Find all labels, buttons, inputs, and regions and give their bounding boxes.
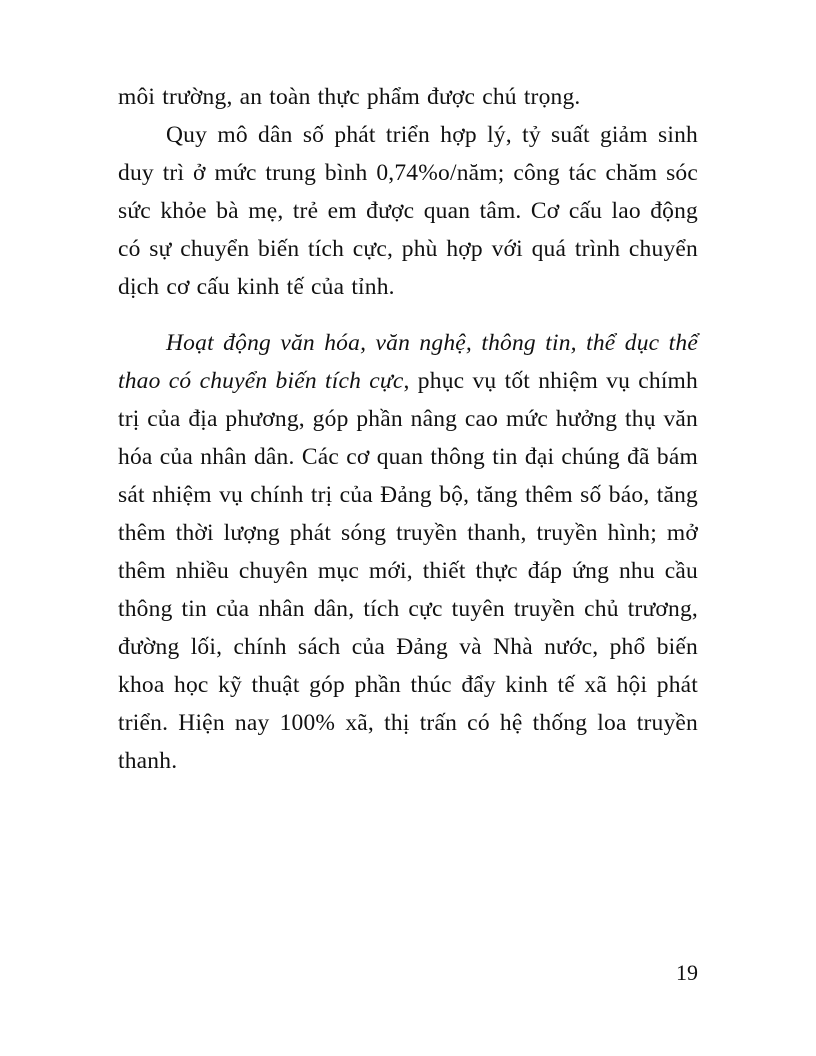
- paragraph-spacer: [118, 306, 698, 324]
- paragraph-3-text: , phục vụ tốt nhiệm vụ chímh trị của địa phương, góp phần nâng cao mức hưởng thụ văn hóa của nhân dân. Các cơ quan thông tin đại chúng đã bám sát nhiệm vụ chính trị của Đảng bộ, tăng thêm số báo, tăng thêm thời lượng phát sóng truyền thanh, truyền hình; mở thêm nhiều chuyên mục mới, thiết thực đáp ứng nhu cầu thông tin của nhân dân, tích cực tuyên truyền chủ trương, đường lối, chính sách của Đảng và Nhà nước, phổ biến khoa học kỹ thuật góp phần thúc đẩy kinh tế xã hội phát triển. Hiện nay 100% xã, thị trấn có hệ thống loa truyền thanh.: [118, 368, 698, 774]
- page-body: [118, 78, 698, 780]
- paragraph-3-italic-lead: Hoạt động văn hóa, văn nghệ, thông tin, thể dục thể thao có chuyển biến tích cực: [118, 330, 698, 394]
- paragraph-1: [118, 78, 698, 116]
- page-number: 19: [676, 960, 698, 985]
- paragraph-2: [118, 116, 698, 306]
- paragraph-2-text: Quy mô dân số phát triển hợp lý, tỷ suất giảm sinh duy trì ở mức trung bình 0,74%o/năm; công tác chăm sóc sức khỏe bà mẹ, trẻ em được quan tâm. Cơ cấu lao động có sự chuyển biến tích cực, phù hợp với quá trình chuyển dịch cơ cấu kinh tế của tỉnh.: [118, 122, 698, 300]
- paragraph-1-text: môi trường, an toàn thực phẩm được chú trọng.: [118, 84, 581, 110]
- paragraph-3: [118, 324, 698, 780]
